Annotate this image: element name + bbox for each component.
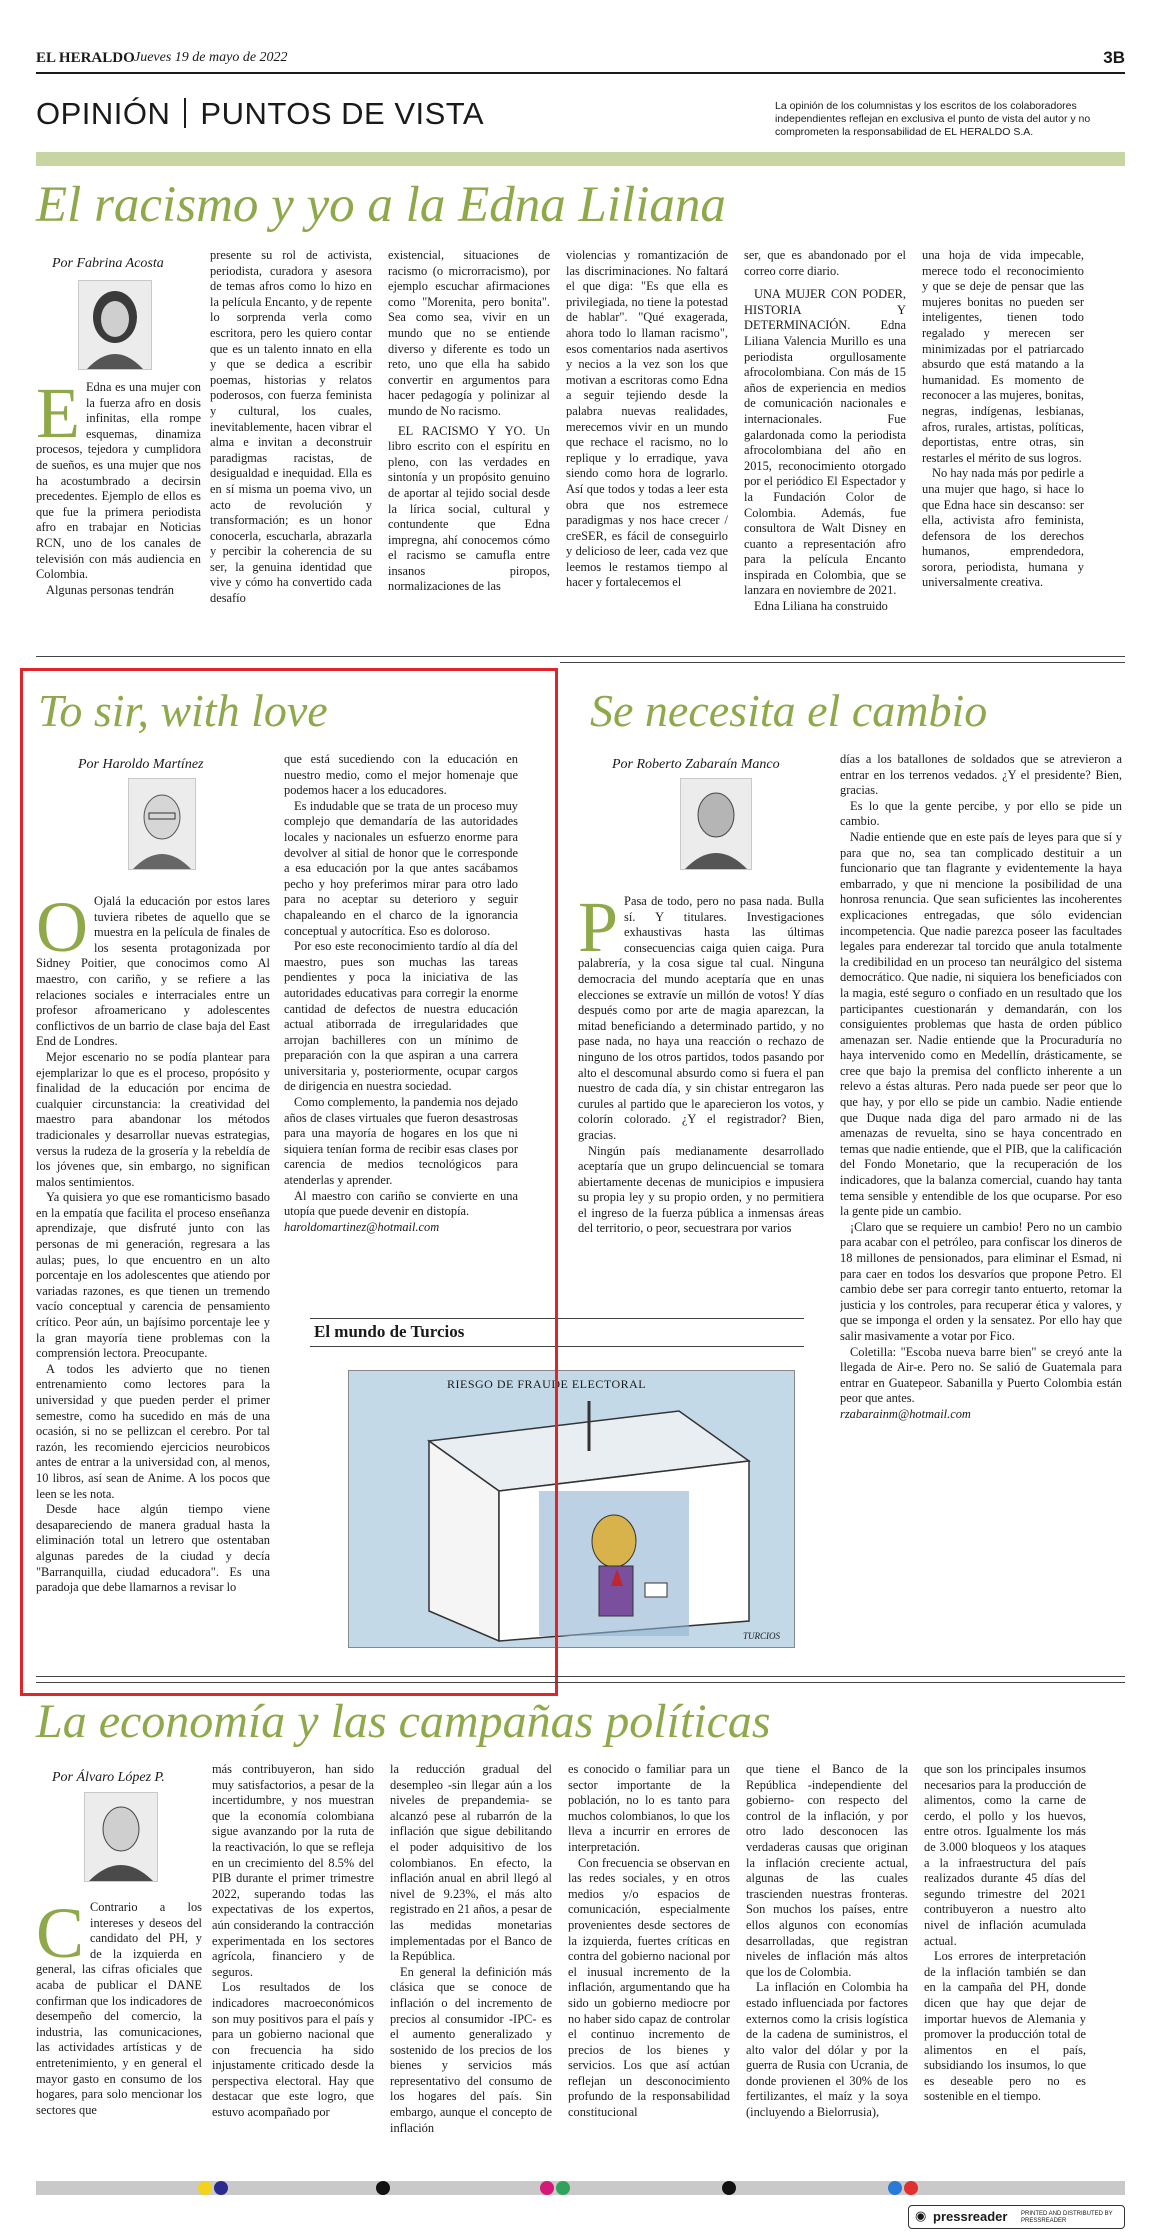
- author-photo: [78, 280, 152, 370]
- paragraph: UNA MUJER CON PODER, HISTORIA Y DETERMINACIÓN. Edna Liliana Valencia Murillo es una periodista orgullosamente afrocolombiana. Con más de 15 años de experiencia en medios de comunicación nacionales e internacionales. Fue galardonada como la periodista afrocolombiana del año en 2015, reconocimiento otorgado por el periódico El Espectador y la Fundación Color de Colombia. Además, fue consultora de Walt Disney en cuanto a representación afro para la película Encanto inspirada en Colombia, que se lanzara en noviembre de 2021.: [744, 287, 906, 598]
- paragraph: Edna Liliana ha construido: [754, 599, 888, 614]
- paragraph: Es lo que la gente percibe, y por ello se pide un cambio.: [840, 798, 1122, 829]
- header-rule: [36, 72, 1125, 74]
- registration-dot: [214, 2181, 228, 2195]
- paragraph: La inflación en Colombia ha estado influenciada por factores externos como la crisis logística de la cadena de suministros, el alto valor del dólar y por la guerra de Rusia con Ucrania, de donde provienen el 30% de los fertilizantes, el maíz y la soya (incluyendo a Bielorrusia),: [746, 1980, 908, 2120]
- paragraph: Ningún país medianamente desarrollado aceptaría que un grupo delincuencial se tomara abiertamente decenas de municipios e impusiera su propia ley y su propio orden, y no permitiera el ingreso de la fuerza pública a inmensas áreas del territorio, o peor, secuestrara por varios: [578, 1143, 824, 1236]
- paragraph: ¡Claro que se requiere un cambio! Pero no un cambio para acabar con el petróleo, para confiscar los dineros de 18 millones de pensionados, para eliminar el Esmad, ni para caer en todos los desvaríos que propone Petro. El cambio debe ser para corregir tanto entuerto, retomar la justicia y los controles, para recuperar ética y valores, y que se imponga el orden y la sensatez. Por ello hay que salir masivamente a votar por Fico.: [840, 1219, 1122, 1343]
- pressreader-icon: ◉: [915, 2208, 927, 2223]
- paragraph: que está sucediendo con la educación en nuestro medio, como el mejor homenaje que podemos hacer a los educadores.: [284, 752, 518, 798]
- paragraph: En general la definición más clásica que se conoce de inflación o del incremento de precios al consumidor -IPC- es el aumento generalizado y sostenido de los precios de los bienes y servicios más representativo del consumo de los hogares del país. Sin embargo, aunque el concepto de inflación: [390, 1964, 552, 2135]
- paragraph: Los resultados de los indicadores macroeconómicos son muy positivos para el país y para un gobierno nacional que con frecuencia ha sido injustamente criticado desde la perspectiva electoral. Hay que destacar que este logro, que estuvo acompañado por: [212, 1980, 374, 2120]
- registration-dot: [198, 2181, 212, 2195]
- registration-dot: [556, 2181, 570, 2195]
- author-portrait-icon: [85, 1793, 157, 1881]
- article-column: [390, 1762, 552, 2172]
- section-divider: [184, 98, 186, 128]
- article-column: [568, 1762, 730, 2172]
- registration-dot: [722, 2181, 736, 2195]
- drop-cap: C: [36, 1900, 85, 1973]
- article-column: [746, 1762, 908, 2172]
- article-column: [212, 1762, 374, 2172]
- article-title: Se necesita el cambio: [590, 685, 988, 736]
- paragraph: Al maestro con cariño se convierte en una utopía que puede devenir en distopía.: [284, 1188, 518, 1219]
- paragraph: días a los batallones de soldados que se atrevieron a entrar en los terrenos vedados. ¿Y el presidente? Bien, gracias.: [840, 752, 1122, 798]
- drop-cap: P: [578, 894, 619, 967]
- cartoonist-signature: TURCIOS: [742, 1631, 780, 1641]
- author-email: rzabarainm@hotmail.com: [840, 1406, 971, 1421]
- paragraph: Mejor escenario no se podía plantear para ejemplarizar lo que es el proceso, propósito y finalidad de la educación por encima de cualquier circunstancia: la creatividad del maestro para abandonar los métodos tradicionales y desarrollar nuevas estrategias, versus la rudeza de la grosería y la rebeldía de los jóvenes que, sin embargo, no significan malos sentimientos.: [36, 1049, 270, 1189]
- paragraph: que son los principales insumos necesarios para la producción de alimentos, como la carne de cerdo, el pollo y los huevos, entre otros. Igualmente los más de 3.000 bloqueos y los ataques a la infraestructura del país realizados durante 45 días del segundo trimestre del 2021 contribuyeron a nuestro alto nivel de inflación acumulada actual.: [924, 1762, 1086, 1948]
- article-column: [924, 1762, 1086, 2172]
- highlight-frame: [20, 668, 558, 1696]
- paragraph: Pasa de todo, pero no pasa nada. Bulla sí. Y titulares. Investigaciones exhaustivas hasta las últimas consecuencias caiga quien caiga. Pura palabrería, y la cosa sigue tal cual. Ninguna democracia del mundo aceptaría que en unas elecciones se extravíe un millón de votos! Y días después como por arte de magia aparezcan, la mitad beneficiando a determinado partido, y no pase nada, no haya una reacción o rechazo de ninguno de los otros partidos, todos pasando por alto el descomunal absurdo como si fuera el pan nuestro de cada día, y sin chistar entregaron las curules al partido que le aparecieron los votos, y colorín colorado. ¿Y el registrador? Bien, gracias.: [578, 894, 824, 1142]
- paragraph: existencial, situaciones de racismo (o microrracismo), por ejemplo escuchar afirmaciones como "Morenita, pero bonita". Sea como sea, vivir en un mundo que no se entiende diverso y diferente es todo un reto, uno que ella ha sabido convertir en argumentos para hacer pedagogía y polinizar al mundo de No racismo.: [388, 248, 550, 418]
- paragraph: Ya quisiera yo que ese romanticismo basado en la empatía que facilita el proceso enseñanza aprendizaje, que disfruté junto con las personas de mi generación, regresara a las aulas; pues, lo que encuentro en un alto porcentaje en los adolescentes que atiendo por variadas razones, es que tienen un tremendo vacío conceptual y carencia de pensamiento crítico. Peor aún, un bajísimo porcentaje lee y la gran mayoría tiene problemas con la comprensión lectora. Preocupante.: [36, 1190, 270, 1361]
- paragraph: Es indudable que se trata de un proceso muy complejo que demandaría de las autoridades locales y nacionales un esfuerzo enorme para devolver al sitial de honor que le corresponde a esa educación por la que antes sacábamos pecho y hoy preferimos mirar para otro lado para no aceptar su deterioro y seguir chapaleando en el charco de la ignorancia conceptual y autocrítica. Eso es doloroso.: [284, 798, 518, 938]
- paragraph: Coletilla: "Escoba nueva barre bien" se creyó ante la llegada de Air-e. Pero no. Se salió de Guatemala para entrar en Guatepeor. Sabanilla y Puerto Colombia están peor que antes.: [840, 1344, 1122, 1406]
- pressreader-brand: pressreader: [933, 2209, 1008, 2224]
- paragraph: Nadie entiende que en este país de leyes para que sí y para que no, sea tan complicado destituir a un funcionario que tan flagrante y evidentemente la haya embarrado, y que ni mencione la posibilidad de una honrosa renuncia. Que sean suficientes las incoherentes explicaciones entregadas, que sólo evidencian incompetencia. Que nadie parezca poseer las facultades legales para enderezar tal torcido que anula totalmente la credibilidad en un proceso tan neurálgico del sistema democrático. Que nadie, ni siquiera los beneficiados con la magia, esté seguro o confiado en un resultado que los participantes cuestionarán y demandarán, con los consiguientes problemas que hasta de orden público amenazan ser. Nadie entiende que la Procuraduría no haya intervenido como en Medellín, drásticamente, se cree que bajo la premisa del conflicto inherente a un relevo a éstas alturas. Pero nada puede ser peor que lo que hay, y por ello se pide un cambio. Nadie entiende que Duque nada diga del paro armado ni de las amenazas de revuelta, sino se haya concentrado en temas que nadie entiende, que el PIB, que la calificación del Fondo Monetario, que la recuperación de los indicadores, que la balanza comercial, cuando hay tanta tema sensible y entendible de los que ocuparse. Por eso la gente pide un cambio.: [840, 829, 1122, 1219]
- author-photo: [84, 1792, 158, 1882]
- paragraph: Por eso este reconocimiento tardío al día del maestro, pues son muchas las tareas pendientes y poca la iniciativa de las autoridades educativas para corregir la enorme cantidad de defectos de nuestra educación actual atiborrada de irregularidades que arrojan bachilleres con un mínimo de preparación con la que aspiran a una carrera universitaria y, posteriormente, ocupar cargos de dirigencia en nuestra sociedad.: [284, 939, 518, 1094]
- page-number: 3B: [1103, 48, 1125, 67]
- article-column: [36, 1900, 202, 2170]
- paragraph: la reducción gradual del desempleo -sin llegar aún a los niveles de prepandemia- se alcanzó pese al rubarrón de la inflación que sigue debilitando el poder adquisitivo de los colombianos. En efecto, la inflación anual en abril llegó al nivel de 9.23%, el más alto registrado en 21 años, a pesar de las medidas monetarias implementadas por el Banco de la República.: [390, 1762, 552, 1964]
- article-title: El racismo y yo a la Edna Liliana: [36, 177, 726, 233]
- publication-name: EL HERALDO: [36, 50, 135, 66]
- accent-bar: [36, 152, 1125, 166]
- paragraph: ser, que es abandonado por el correo corre diario.: [744, 248, 906, 278]
- paragraph: Edna es una mujer con la fuerza afro en dosis infinitas, ella rompe esquemas, dinamiza procesos, tejedora y cumplidora de sueños, es una mujer que nos ha acostumbrado a decirsin precedentes. Ejemplo de ellos es que fue la primera periodista afro en trabajar en Noticias RCN, uno de los canales de televisión con más audiencia en Colombia.: [36, 380, 201, 582]
- article-column: [744, 248, 906, 642]
- drop-cap: E: [36, 380, 80, 453]
- paragraph: una hoja de vida impecable, merece todo el reconocimiento y que se deje de pensar que las mujeres bonitas no pueden ser inteligentes, tienen todo regalado y merecen ser minimizadas por el patriarcado absurdo que está matando a la humanidad. Es momento de reconocer a las mujeres, bonitas, negras, indígenas, lesbianas, afros, rurales, artistas, políticas, deportistas, entre otras, sin restarles el mérito de sus logros.: [922, 248, 1084, 465]
- pressreader-logo: [908, 2205, 1125, 2229]
- article-column: [578, 894, 824, 1654]
- article-column: [210, 248, 372, 642]
- section-label: OPINIÓN: [36, 96, 171, 131]
- article-column: [922, 248, 1084, 642]
- article-column: [840, 752, 1122, 1652]
- subsection-label: PUNTOS DE VISTA: [200, 96, 485, 131]
- author-photo: [680, 778, 752, 870]
- cartoon-title: El mundo de Turcios: [314, 1322, 465, 1341]
- paragraph: que tiene el Banco de la República -independiente del gobierno- con respecto del control de la inflación, y por otro lado desconocen las verdaderas causas que originan la inflación creciente actual, algunas de las cuales trascienden nuestras fronteras. Son muchos los países, entre ellos algunos con economías desarrolladas, que registran niveles de inflación más altos que los de Colombia.: [746, 1762, 908, 1979]
- article-byline: Por Haroldo Martínez: [78, 757, 204, 772]
- section-divider-line: [36, 656, 1125, 657]
- paragraph: Ojalá la educación por estos lares tuviera ribetes de aquello que se muestra en la película de finales de los sesenta protagonizada por Sidney Poitier, que conocimos como Al maestro, con cariño, y se refiere a las relaciones sociales e interraciales entre un profesor afroamericano y adolescentes conflictivos de un barrio de clase baja del East End de Londres.: [36, 894, 270, 1049]
- article-title: To sir, with love: [38, 685, 328, 736]
- article-title: La economía y las campañas políticas: [36, 1695, 771, 1748]
- article-byline: Por Roberto Zabaraín Manco: [612, 757, 780, 772]
- paragraph: Como complemento, la pandemia nos dejado años de clases virtuales que fueron desastrosas para una mayoría de hogares en los que ni siquiera tenían forma de recibir esas clases por carencia de medios tecnológicos para atenderlas y aprender.: [284, 1095, 518, 1188]
- drop-cap: O: [36, 894, 88, 967]
- section-divider-line: [36, 1682, 1125, 1683]
- registration-dot: [904, 2181, 918, 2195]
- article-byline: Por Álvaro López P.: [52, 1770, 165, 1785]
- pressreader-note: PRINTED AND DISTRIBUTED BY PRESSREADER: [1021, 2211, 1113, 2224]
- disclaimer-text: La opinión de los columnistas y los escritos de los colaboradores independientes reflejan en exclusiva el punto de vista del autor y no comprometen la responsabilidad de EL HERALDO S.A.: [775, 100, 1091, 138]
- paragraph: EL RACISMO Y YO. Un libro escrito con el espíritu en pleno, con las verdades en sintonía y un propósito genuino de aportar al tejido social desde la lírica social, cultural y contundente que Edna impregna, ahí conocemos cómo el racismo se camufla entre insanos piropos, normalizaciones de las: [388, 423, 550, 594]
- registration-dot: [540, 2181, 554, 2195]
- paragraph: Los errores de interpretación de la inflación también se dan en la campaña del PH, donde dicen que hay que dejar de importar huevos de Alemania y promover la producción total de alimentos en el país, subsidiando los insumos, lo que es deseable pero no es sostenible en el tiempo.: [924, 1949, 1086, 2104]
- paragraph: más contribuyeron, han sido muy satisfactorios, a pesar de la incertidumbre, y nos muestran que la economía colombiana sigue avanzando por la ruta de la reactivación, lo que se refleja en un crecimiento del 8.5% del PIB durante el primer trimestre 2022, superando todas las expectativas de los expertos, aún considerando la contracción experimentada en los sectores agrícola, financiero y de seguros.: [212, 1762, 374, 1979]
- article-column: [388, 248, 550, 642]
- author-portrait-icon: [681, 779, 751, 869]
- author-email: haroldomartinez@hotmail.com: [284, 1219, 440, 1234]
- paragraph: Contrario a los intereses y deseos del candidato del PH, y de la izquierda en general, las cifras oficiales que acaba de publicar el DANE confirman que los indicadores de desempeño del comercio, la industria, las comunicaciones, las actividades artísticas y de entretenimiento, y en general el mayor gasto en consumo de los hogares, para solo mencionar los sectores que: [36, 1900, 202, 2117]
- paragraph: No hay nada más por pedirle a una mujer que hago, si hace lo que Edna hace sin descanso: ser ella, activista afro feminista, defensora de los derechos humanos, emprendedora, sorora, periodista, humana y universalmente creativa.: [922, 466, 1084, 590]
- paragraph: A todos les advierto que no tienen entrenamiento como lectores para la universidad y que pueden perder el primer semestre, como ha sucedido en más de una ocasión, si no se pellizcan el cerebro. Por tal razón, les recomiendo ejercicios neurobicos antes de entrar a la universidad con, al menos, 10 libros, así sean de Anime. A los pocos que leen se les nota.: [36, 1361, 270, 1501]
- paragraph: presente su rol de activista, periodista, curadora y asesora de temas afros como lo hizo en la película Encanto, y de repente lo sorprenda verla como escritora, pero les quiero contar que es un talento innato en ella y que se dedica a escribir poemas, historias y relatos poderosos, con fuerza feminista y cultural, los cuales, inevitablemente, hacen vibrar el alma e invitan a deconstruir paradigmas racistas, de desigualdad e inequidad. Ella es en sí misma un poema vivo, un acto de revolución y transformación; es un honor conocerla, escucharla, abrazarla y percibir la coherencia de su ser, la genuina identidad que vive y cómo ha convertido cada desafío: [210, 248, 372, 606]
- section-title: [36, 96, 484, 132]
- section-divider-line: [36, 1676, 1125, 1677]
- paragraph: Desde hace algún tiempo viene desapareciendo de manera gradual hasta la eliminación total un letrero que ostentaban algunas paredes de la ciudad y decía "Barranquilla, ciudad educadora". Es una paradoja que debe llamarnos a revisar lo: [36, 1502, 270, 1595]
- author-portrait-icon: [79, 281, 151, 369]
- article-byline: Por Fabrina Acosta: [52, 256, 164, 271]
- cartoon-caption: RIESGO DE FRAUDE ELECTORAL: [447, 1377, 647, 1391]
- publication-date: Jueves 19 de mayo de 2022: [134, 50, 288, 65]
- paragraph: es conocido o familiar para un sector importante de la población, no lo es tanto para muchos colombianos, lo que los lleva a incurrir en errores de interpretación.: [568, 1762, 730, 1854]
- registration-dot: [888, 2181, 902, 2195]
- paragraph: Algunas personas tendrán: [46, 582, 175, 597]
- article-column: [36, 380, 201, 640]
- paragraph: violencias y romantización de las discriminaciones. No faltará el que diga: "Es que ella es privilegiada, no tiene la potestad de hablar". "Qué exagerada, ahora todo lo llaman racismo", esos comentarios nada asertivos y necios a la vez son los que motivan a escritoras como Edna a seguir tejiendo desde la palabra nuevas realidades, merecemos vivir en un mundo que rechace el racismo, no lo replique y lo erradique, yava siendo como hora de lograrlo. Así que todos y todas a leer esta obra que nos estremece paradigmas y nos hace crecer / creSER, es fácil de conseguirlo y delicioso de leer, cada vez que leemos le restamos tiempo al hacer y fortalecemos el: [566, 248, 728, 590]
- paragraph: Con frecuencia se observan en las redes sociales, y en otros medios y/o espacios de comunicación, especialmente provenientes desde sectores de la izquierda, fuertes críticas en contra del gobierno nacional por el inusual incremento de la inflación, argumentando que ha sido un gobierno mediocre por no haber sido capaz de controlar el continuo incremento de precios de los bienes y servicios. Los que así actúan reflejan un desconocimiento profundo de la responsabilidad constitucional: [568, 1855, 730, 2120]
- registration-dot: [376, 2181, 390, 2195]
- section-divider-line: [560, 662, 1125, 663]
- article-column: [566, 248, 728, 642]
